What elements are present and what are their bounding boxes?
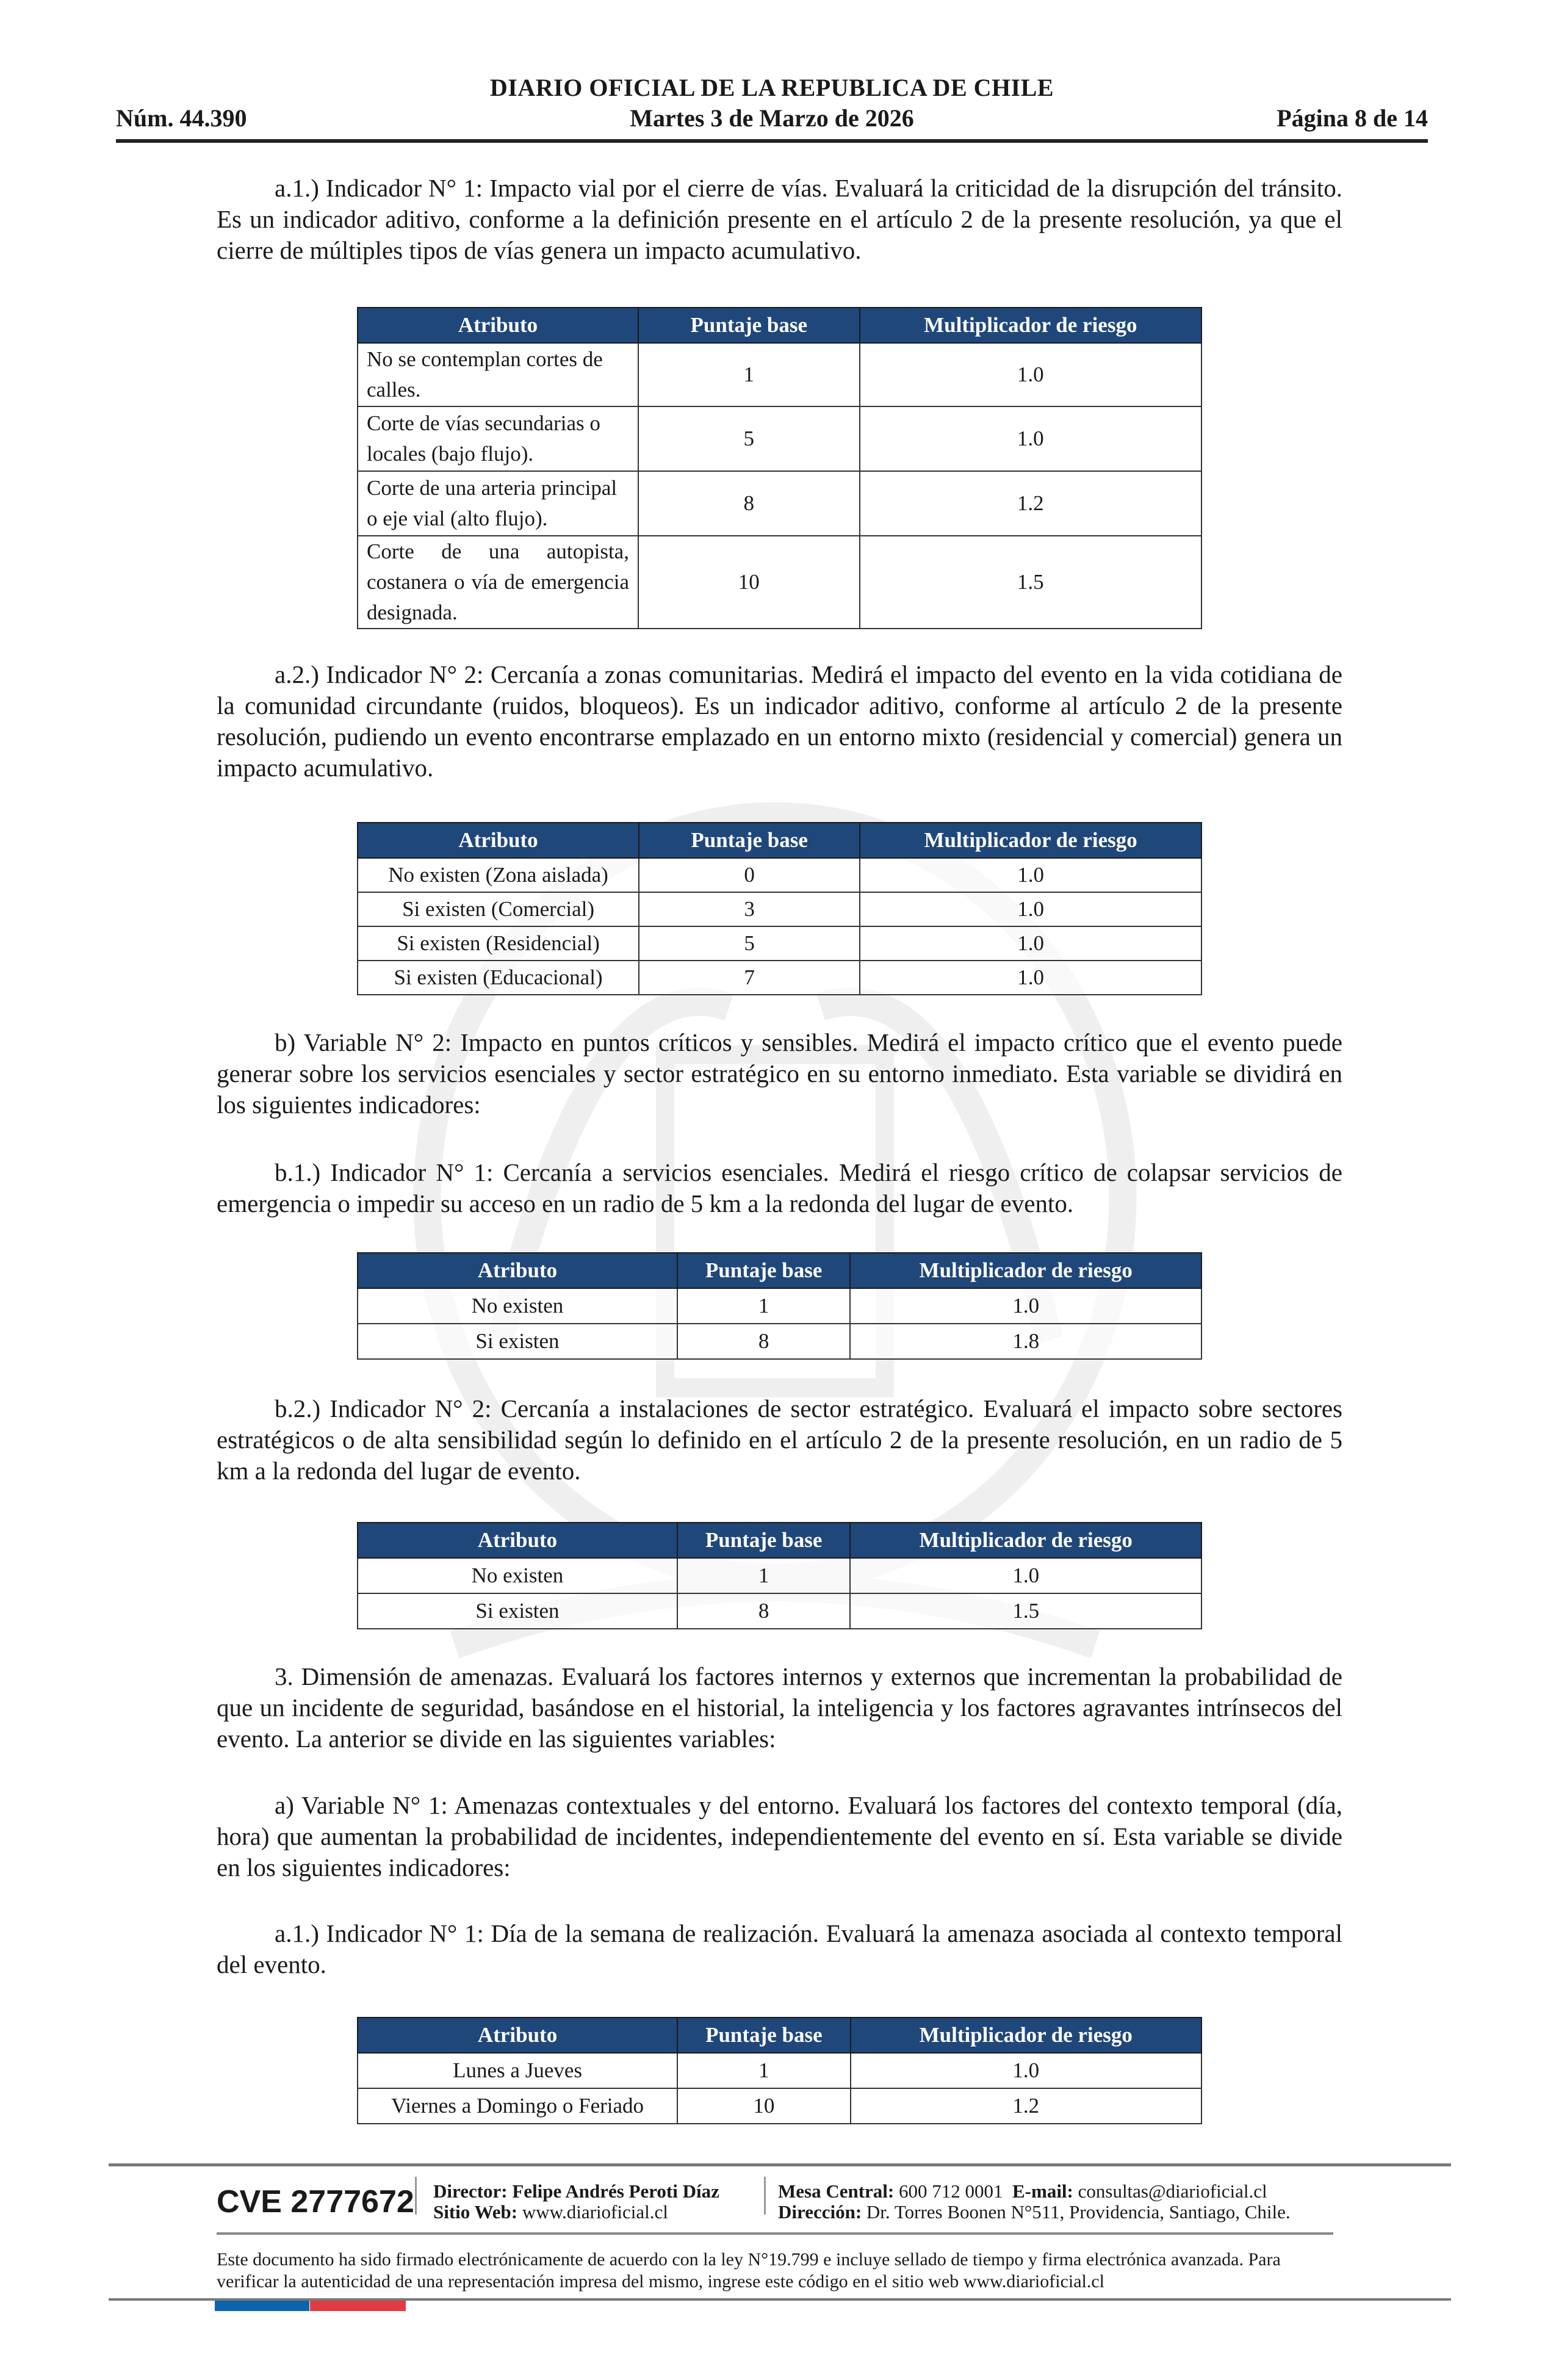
column-header: Atributo (358, 308, 638, 343)
cell-atributo: Corte de una arteria principal o eje vial (alto flujo). (358, 471, 638, 536)
publication-title: DIARIO OFICIAL DE LA REPUBLICA DE CHILE (489, 74, 1054, 101)
cell-atributo: Viernes a Domingo o Feriado (358, 2088, 677, 2124)
cell-puntaje: 1 (677, 2053, 850, 2088)
cell-puntaje: 10 (638, 536, 860, 629)
table-row (358, 471, 1201, 536)
cell-puntaje: 8 (677, 1324, 850, 1359)
cell-puntaje: 1 (638, 343, 860, 406)
page-header (116, 73, 1428, 146)
table-dia-semana (357, 2017, 1202, 2124)
flag-stripe-blue (215, 2301, 309, 2311)
footer-divider-top (109, 2163, 1451, 2166)
director-name: Felipe Andrés Peroti Díaz (512, 2180, 719, 2202)
website-link[interactable]: www.diarioficial.cl (522, 2201, 668, 2223)
column-header: Puntaje base (677, 1523, 850, 1558)
table-row (358, 1558, 1201, 1593)
cell-puntaje: 7 (639, 961, 860, 995)
cell-puntaje: 5 (638, 406, 860, 471)
legal-notice: Este documento ha sido firmado electrónicamente de acuerdo con la ley N°19.799 e incluye sellado de tiempo y firma electrónica avanzada. Para verificar la autenticidad de una representación impresa del mismo, ingrese este código en el sitio web www.diarioficial.cl (217, 2249, 1281, 2292)
footer-contact-block (778, 2181, 1291, 2223)
table-row (358, 858, 1201, 892)
cell-puntaje: 0 (639, 858, 860, 892)
column-header: Atributo (358, 823, 639, 858)
cell-multiplicador: 1.0 (850, 1558, 1201, 1593)
table-row (358, 1593, 1201, 1629)
cell-multiplicador: 1.0 (860, 926, 1201, 961)
cell-atributo: No existen (358, 1558, 677, 1593)
paragraph-b: b) Variable N° 2: Impacto en puntos críticos y sensibles. Medirá el impacto crítico que el evento puede generar sobre los servicios esenciales y sector estratégico en su entorno inmediato. Esta variable se dividirá en los siguientes indicadores: (217, 1028, 1342, 1119)
column-header: Puntaje base (639, 823, 860, 858)
website-label: Sitio Web: (433, 2201, 518, 2223)
cell-puntaje: 8 (677, 1593, 850, 1629)
table-row (358, 2088, 1201, 2124)
cell-puntaje: 3 (639, 892, 860, 926)
email-link[interactable]: consultas@diarioficial.cl (1078, 2180, 1267, 2202)
footer-separator (415, 2177, 417, 2215)
column-header: Puntaje base (677, 2018, 850, 2053)
paragraph-a1: a.1.) Indicador N° 1: Impacto vial por el cierre de vías. Evaluará la criticidad de la disrupción del tránsito. Es un indicador aditivo, conforme a la definición presente en el artículo 2 de la presente resolución, ya que el cierre de múltiples tipos de vías genera un impacto acumulativo. (217, 174, 1342, 264)
cell-atributo: Corte de vías secundarias o locales (bajo flujo). (358, 406, 638, 471)
table-row (358, 1324, 1201, 1359)
cell-multiplicador: 1.5 (860, 536, 1201, 629)
column-header: Multiplicador de riesgo (851, 2018, 1201, 2053)
paragraph-b2: b.2.) Indicador N° 2: Cercanía a instalaciones de sector estratégico. Evaluará el impacto sobre sectores estratégicos o de alta sensibilidad según lo definido en el artículo 2 de la presente resolución, en un radio de 5 km a la redonda del lugar de evento. (217, 1394, 1342, 1485)
cell-multiplicador: 1.0 (860, 858, 1201, 892)
cell-puntaje: 1 (677, 1288, 850, 1324)
table-row (358, 892, 1201, 926)
footer-separator (764, 2177, 766, 2215)
cell-atributo: Si existen (358, 1593, 677, 1629)
column-header: Multiplicador de riesgo (860, 308, 1201, 343)
issue-date: Martes 3 de Marzo de 2026 (630, 104, 914, 132)
cell-atributo: Si existen (Comercial) (358, 892, 639, 926)
cell-multiplicador: 1.2 (860, 471, 1201, 536)
cell-multiplicador: 1.0 (860, 343, 1201, 406)
table-impacto-vial (357, 307, 1202, 629)
table-sector-estrategico (357, 1522, 1202, 1629)
column-header: Multiplicador de riesgo (850, 1253, 1201, 1288)
cell-atributo: Lunes a Jueves (358, 2053, 677, 2088)
table-row (358, 343, 1201, 406)
footer-director-block (433, 2181, 719, 2223)
table-row (358, 536, 1201, 629)
phone-value: 600 712 0001 (899, 2180, 1003, 2202)
email-label: E-mail: (1012, 2180, 1073, 2202)
cell-atributo: Si existen (358, 1324, 677, 1359)
table-row (358, 926, 1201, 961)
cell-multiplicador: 1.0 (860, 961, 1201, 995)
address-value: Dr. Torres Boonen N°511, Providencia, Santiago, Chile. (866, 2201, 1291, 2223)
cell-multiplicador: 1.5 (850, 1593, 1201, 1629)
flag-stripe-red (310, 2301, 406, 2311)
cell-puntaje: 8 (638, 471, 860, 536)
table-row (358, 2053, 1201, 2088)
column-header: Puntaje base (677, 1253, 850, 1288)
table-zonas-comunitarias (357, 822, 1202, 995)
paragraph-variable-1: a) Variable N° 1: Amenazas contextuales y del entorno. Evaluará los factores del contexto temporal (día, hora) que aumentan la probabilidad de incidentes, independientemente del evento en sí. Esta variable se divide en los siguientes indicadores: (217, 1791, 1342, 1881)
cve-code: CVE 2777672 (217, 2184, 414, 2220)
cell-puntaje: 1 (677, 1558, 850, 1593)
cell-atributo: No existen (358, 1288, 677, 1324)
director-label: Director: (433, 2180, 508, 2202)
issue-number: Núm. 44.390 (116, 104, 247, 132)
column-header: Atributo (358, 2018, 677, 2053)
cell-puntaje: 5 (639, 926, 860, 961)
column-header: Puntaje base (638, 308, 860, 343)
phone-label: Mesa Central: (778, 2180, 895, 2202)
page-indicator: Página 8 de 14 (1277, 104, 1428, 132)
cell-atributo: Si existen (Residencial) (358, 926, 639, 961)
column-header: Multiplicador de riesgo (850, 1523, 1201, 1558)
paragraph-b1: b.1.) Indicador N° 1: Cercanía a servicios esenciales. Medirá el riesgo crítico de colapsar servicios de emergencia o impedir su acceso en un radio de 5 km a la redonda del lugar de evento. (217, 1158, 1342, 1217)
cell-multiplicador: 1.0 (860, 406, 1201, 471)
cell-puntaje: 10 (677, 2088, 850, 2124)
cell-multiplicador: 1.0 (860, 892, 1201, 926)
paragraph-dimension-amenazas: 3. Dimensión de amenazas. Evaluará los factores internos y externos que incrementan la probabilidad de que un incidente de seguridad, basándose en el historial, la inteligencia y los factores agravantes intrínsecos del evento. La anterior se divide en las siguientes variables: (217, 1662, 1342, 1753)
footer-divider-middle (217, 2232, 1333, 2235)
table-row (358, 406, 1201, 471)
cell-atributo: No se contemplan cortes de calles. (358, 343, 638, 406)
column-header: Atributo (358, 1523, 677, 1558)
address-label: Dirección: (778, 2201, 862, 2223)
column-header: Multiplicador de riesgo (860, 823, 1201, 858)
cell-multiplicador: 1.2 (851, 2088, 1201, 2124)
cell-multiplicador: 1.0 (850, 1288, 1201, 1324)
table-servicios-esenciales (357, 1252, 1202, 1360)
cell-multiplicador: 1.8 (850, 1324, 1201, 1359)
cell-atributo: Corte de una autopista, costanera o vía de emergencia designada. (358, 536, 638, 629)
paragraph-a2: a.2.) Indicador N° 2: Cercanía a zonas comunitarias. Medirá el impacto del evento en la vida cotidiana de la comunidad circundante (ruidos, bloqueos). Es un indicador aditivo, conforme al artículo 2 de la presente resolución, pudiendo un evento encontrarse emplazado en un entorno mixto (residencial y comercial) genera un impacto acumulativo. (217, 660, 1342, 782)
header-divider (116, 139, 1428, 143)
column-header: Atributo (358, 1253, 677, 1288)
cell-atributo: Si existen (Educacional) (358, 961, 639, 995)
table-row (358, 1288, 1201, 1324)
cell-atributo: No existen (Zona aislada) (358, 858, 639, 892)
table-row (358, 961, 1201, 995)
cell-multiplicador: 1.0 (851, 2053, 1201, 2088)
paragraph-indicador-dia: a.1.) Indicador N° 1: Día de la semana de realización. Evaluará la amenaza asociada al contexto temporal del evento. (217, 1919, 1342, 1978)
